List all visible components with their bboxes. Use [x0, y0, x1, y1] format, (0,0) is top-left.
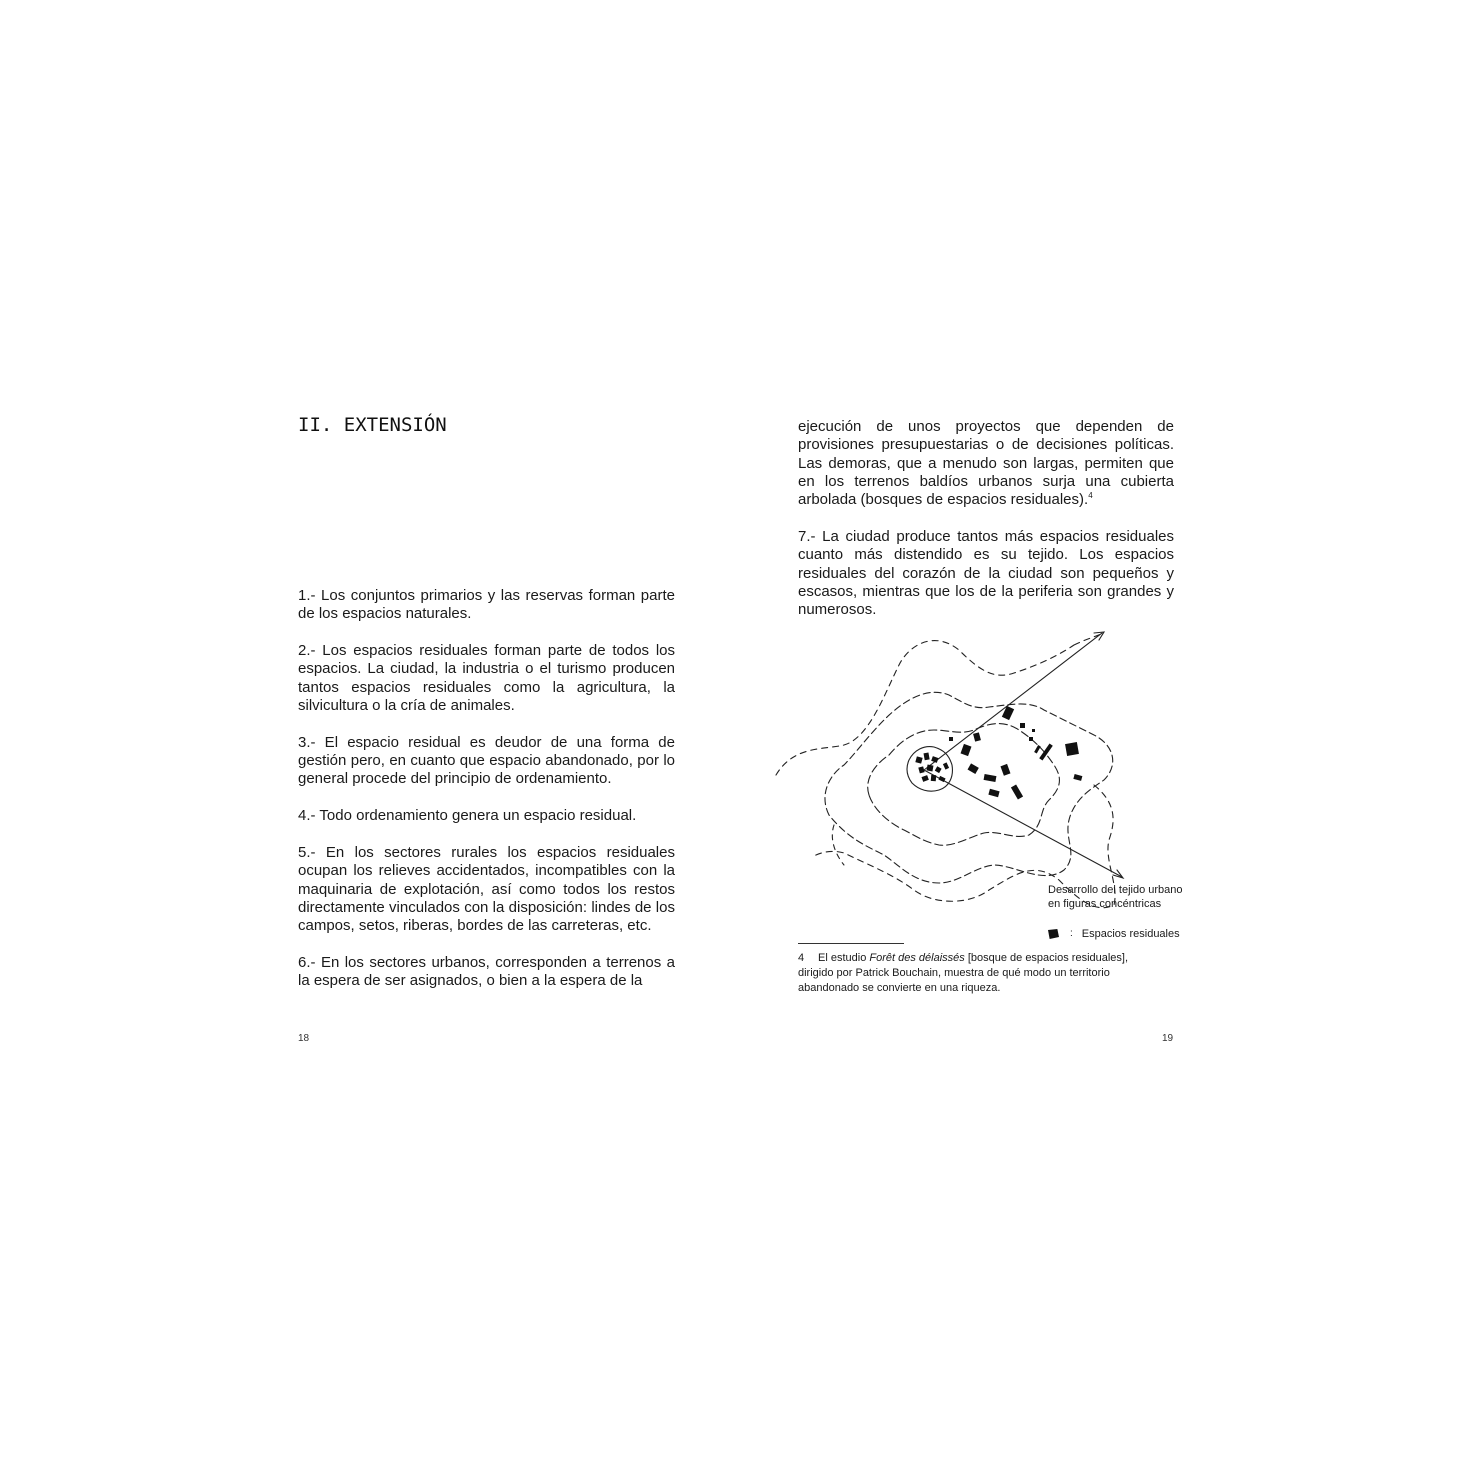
inner-contour	[868, 724, 1060, 846]
paragraph-2: 2.- Los espacios residuales forman parte de todos los espacios. La ciudad, la industria o el turismo producen tantos espacios residuales como la agricultura, la silvicultura o la cría de animales.	[298, 642, 675, 714]
footnote-reference: 4	[1088, 491, 1093, 501]
arrow-southeast-head	[1113, 870, 1123, 878]
paragraph-6-continued	[798, 418, 1174, 509]
footnote-number: 4	[798, 952, 805, 964]
residual-space-swatch-icon	[1048, 929, 1059, 939]
footnote-italic-title: Forêt des délaissés	[869, 952, 965, 964]
paragraph-1: 1.- Los conjuntos primarios y las reservas forman parte de los espacios naturales.	[298, 587, 675, 623]
footnote-rule	[798, 943, 904, 944]
paragraph-5: 5.- En los sectores rurales los espacios residuales ocupan los relieves accidentados, incompatibles con la maquinaria de explotación, así como todos los restos directamente vinculados con la disposición: lindes de los campos, setos, riberas, bordes de las carreteras, etc.	[298, 843, 675, 935]
paragraph-4: 4.- Todo ordenamiento genera un espacio residual.	[298, 807, 637, 825]
left-edge	[832, 825, 844, 865]
paragraph-6: 6.- En los sectores urbanos, corresponden a terrenos a la espera de ser asignados, o bien a la espera de la	[298, 953, 675, 990]
legend-label: Espacios residuales	[1081, 928, 1180, 940]
figure-caption-line-2: en figuras concéntricas	[1048, 898, 1162, 910]
footnote	[798, 951, 1148, 996]
figure-caption	[1048, 883, 1218, 911]
paragraph-7: 7.- La ciudad produce tantos más espacios residuales cuanto más distendido es su tejido. Los espacios residuales del corazón de la ciudad son pequeños y escasos, mientras que los de la periferia son grandes y numerosos.	[798, 527, 1174, 619]
page-number-right: 19	[1162, 1033, 1174, 1044]
page-number-left: 18	[298, 1033, 310, 1044]
footnote-suffix: [bosque de espacios residuales], dirigido por Patrick Bouchain, muestra de qué modo un territorio abandonado se convierte en una riqueza.	[798, 952, 1129, 994]
figure-legend	[1048, 927, 1180, 941]
left-text-column	[298, 587, 675, 991]
residual-spaces-marks	[915, 706, 1082, 800]
paragraph-6-continued-text: ejecución de unos proyectos que dependen de provisiones presupuestarias o de decisiones políticas. Las demoras, que a menudo son largas, permiten que en los terrenos baldíos urbanos surja una cubierta arbolada (bosques de espacios residuales).	[798, 418, 1174, 509]
urban-fabric-sketch	[774, 625, 1194, 915]
right-text-column	[798, 418, 1174, 619]
outer-contour	[776, 633, 1104, 775]
figure-caption-line-1: Desarrollo del tejido urbano	[1048, 884, 1183, 896]
arrow-southeast	[924, 770, 1122, 877]
right-page	[736, 0, 1472, 1472]
chapter-title: II. EXTENSIÓN	[298, 414, 447, 436]
footnote-prefix: El estudio	[818, 952, 870, 964]
paragraph-3: 3.- El espacio residual es deudor de una forma de gestión pero, en cuanto que espacio abandonado, por lo general procede del principio de ordenamiento.	[298, 733, 675, 788]
legend-colon: :	[1070, 928, 1073, 939]
